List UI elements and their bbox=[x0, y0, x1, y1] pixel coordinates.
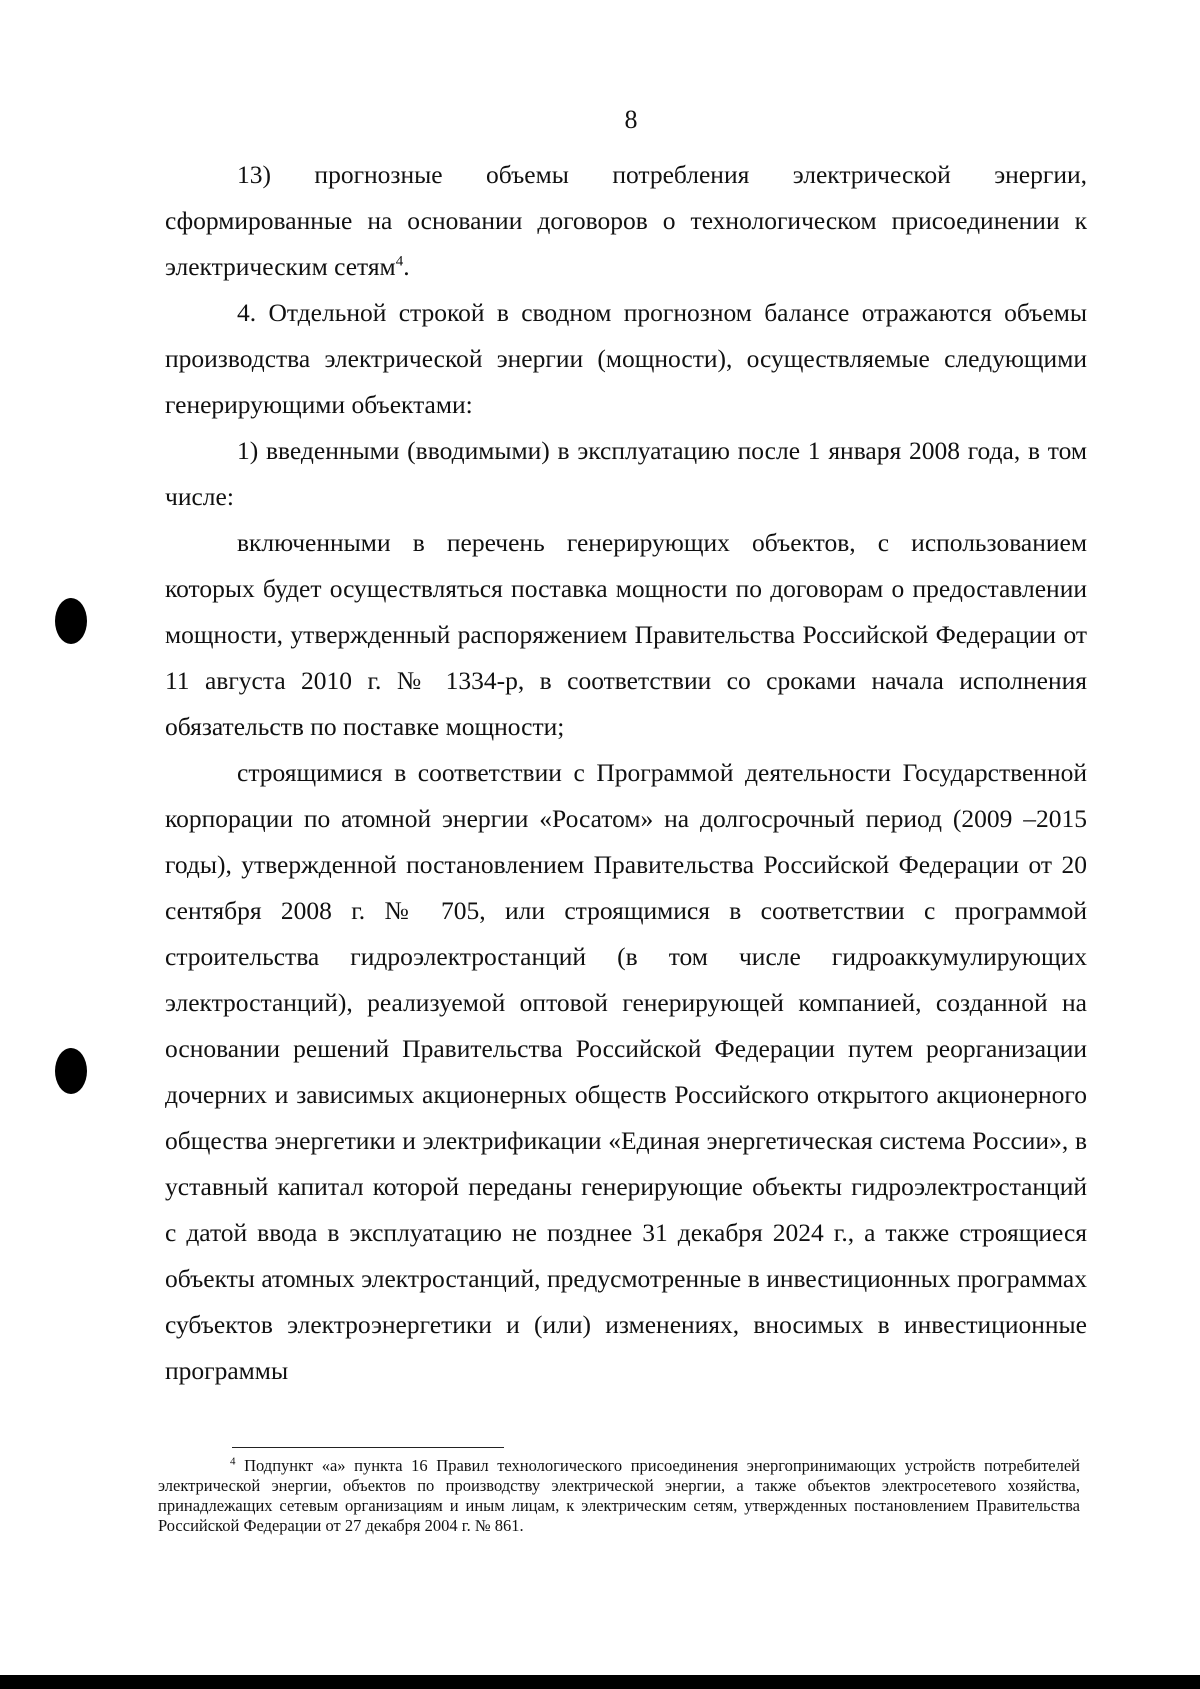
binder-hole-icon bbox=[55, 1048, 87, 1094]
footnote-ref[interactable]: 4 bbox=[395, 253, 404, 270]
footnote-text: Подпункт «а» пункта 16 Правил технологического присоединения энергопринимающих устройств потребителей электрической энергии, объектов по производству электрической энергии, а также объектов электросетевого хозяйства, принадлежащих сетевым организациям и иным лицам, к электрическим сетям, утвержденных постановлением Правительства Российской Федерации от 27 декабря 2004 г. № 861. bbox=[158, 1456, 1080, 1535]
paragraph-item-4: 4. Отдельной строкой в сводном прогнозном балансе отражаются объемы производства электрической энергии (мощности), осуществляемые следующими генерирующими объектами: bbox=[165, 298, 1087, 419]
paragraph-13 bbox=[165, 152, 1087, 290]
paragraph-tail: . bbox=[403, 252, 410, 281]
paragraph-text: 13) прогнозные объемы потребления электрической энергии, сформированные на основании договоров о технологическом присоединении к электрическим сетям bbox=[165, 160, 1087, 281]
paragraph-under-construction: строящимися в соответствии с Программой деятельности Государственной корпорации по атомной энергии «Росатом» на долгосрочный период (2009 –2015 годы), утвержденной постановлением Правительства Российской Федерации от 20 сентября 2008 г. № 705, или строящимися в соответствии с программой строительства гидроэлектростанций (в том числе гидроаккумулирующих электростанций), реализуемой оптовой генерирующей компанией, созданной на основании решений Правительства Российской Федерации путем реорганизации дочерних и зависимых акционерных обществ Российского открытого акционерного общества энергетики и электрификации «Единая энергетическая система России», в уставный капитал которой переданы генерирующие объекты гидроэлектростанций с датой ввода в эксплуатацию не позднее 31 декабря 2024 г., а также строящиеся объекты атомных электростанций, предусмотренные в инвестиционных программах субъектов электроэнергетики и (или) изменениях, вносимых в инвестиционные программы bbox=[165, 758, 1087, 1385]
binder-hole-icon bbox=[55, 598, 87, 644]
footnote bbox=[158, 1456, 1080, 1536]
footnote-separator bbox=[232, 1447, 504, 1448]
footnote-marker: 4 bbox=[230, 1455, 236, 1468]
paragraph-included-list: включенными в перечень генерирующих объектов, с использованием которых будет осуществляться поставка мощности по договорам о предоставлении мощности, утвержденный распоряжением Правительства Российской Федерации от 11 августа 2010 г. № 1334-р, в соответствии со сроками начала исполнения обязательств по поставке мощности; bbox=[165, 528, 1087, 741]
paragraph-subitem-1: 1) введенными (вводимыми) в эксплуатацию после 1 января 2008 года, в том числе: bbox=[165, 436, 1087, 511]
page-number: 8 bbox=[624, 105, 638, 134]
document-body bbox=[165, 152, 1087, 1394]
scan-edge bbox=[0, 1675, 1200, 1689]
